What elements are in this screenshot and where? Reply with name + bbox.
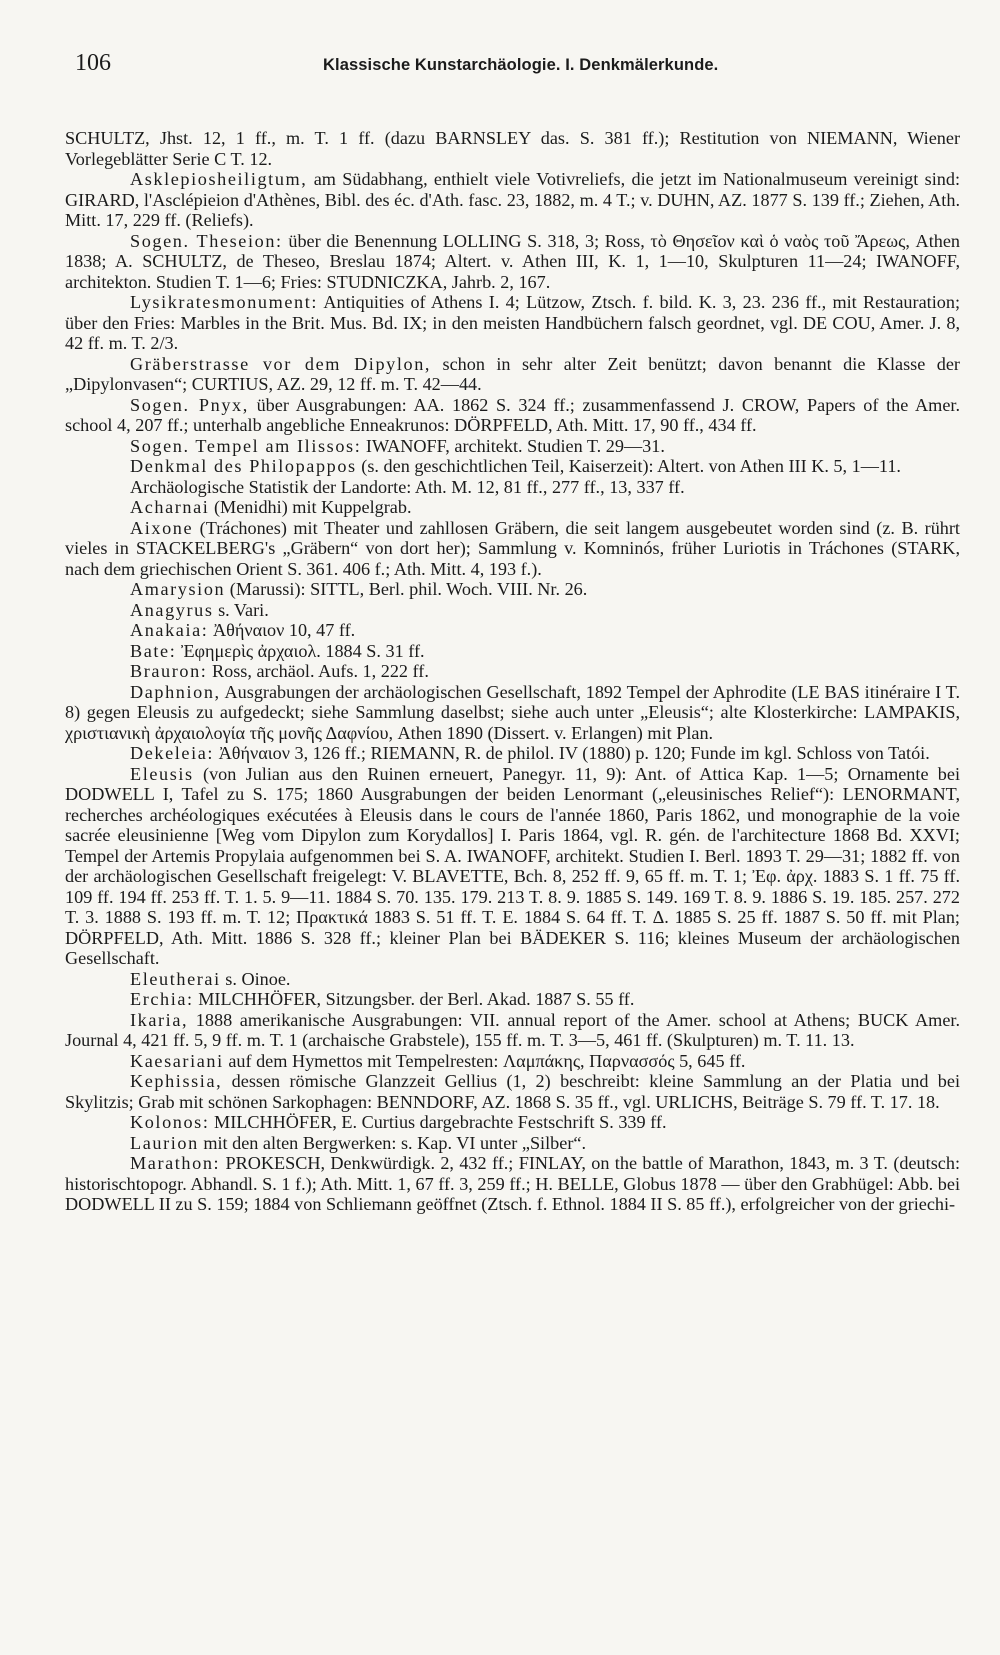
- paragraph-text: über Ausgrabungen: AA. 1862 S. 324 ff.; zusammenfassend J. CROW, Papers of the Amer. school 4, 207 ff.; unterhalb angebliche Enneakrunos: DÖRPFELD, Ath. Mitt. 17, 90 ff., 434 ff.: [65, 394, 960, 435]
- paragraph: [65, 169, 960, 231]
- paragraph: [65, 969, 960, 990]
- paragraph-text: schon in sehr alter Zeit benützt; davon benannt die Klasse der „Dipylonvasen“; CURTIUS, AZ. 29, 12 ff. m. T. 42—44.: [65, 353, 960, 394]
- paragraph: [65, 620, 960, 641]
- paragraph-lead: Anakaia:: [130, 620, 209, 640]
- paragraph-lead: Eleusis: [130, 763, 194, 784]
- paragraph-text: s. Vari.: [213, 599, 269, 620]
- paragraph-lead: Eleutherai: [130, 968, 221, 989]
- paragraph-text: 1888 amerikanische Ausgrabungen: VII. annual report of the Amer. school at Athens; BUCK Amer. Journal 4, 421 ff. 5, 9 ff. m. T. 1 (archaische Grabstele), 155 ff. m. T. 3—5, 461 ff. (Skulpturen) m. T. 11. 13.: [65, 1009, 960, 1050]
- paragraph: [65, 292, 960, 354]
- paragraph: [65, 436, 960, 457]
- paragraph-text: Ἀθήναιον 3, 126 ff.; RIEMANN, R. de philol. IV (1880) p. 120; Funde im kgl. Schloss von Tatói.: [214, 743, 930, 763]
- paragraph-lead: Amarysion: [130, 579, 226, 599]
- paragraph-lead: Sogen. Theseion:: [130, 230, 283, 251]
- paragraph-text: mit den alten Bergwerken: s. Kap. VI unter „Silber“.: [198, 1132, 587, 1153]
- paragraph-lead: Daphnion,: [130, 681, 221, 702]
- paragraph-lead: Marathon:: [130, 1153, 221, 1173]
- paragraph-text: Ἀθήναιον 10, 47 ff.: [208, 620, 356, 640]
- paragraph-lead: Denkmal des Philopappos: [130, 456, 357, 476]
- paragraph-text: (Tráchones) mit Theater und zahllosen Gräbern, die seit langem ausgebeutet worden sind (z. B. rührt vieles in STACKELBERG's „Gräbern“ von dort her); Sammlung v. Komninós, früher Luriotis in Tráchones (STARK, nach dem griechischen Orient S. 361. 406 f.; Ath. Mitt. 4, 193 f.).: [65, 517, 960, 579]
- paragraph: [65, 128, 960, 169]
- page-body: [65, 128, 960, 1215]
- paragraph: [65, 989, 960, 1010]
- paragraph-lead: Sogen. Pnyx,: [130, 394, 249, 415]
- paragraph-lead: Erchia:: [130, 989, 194, 1009]
- paragraph-lead: Bate:: [130, 640, 177, 661]
- paragraph-text: SCHULTZ, Jhst. 12, 1 ff., m. T. 1 ff. (dazu BARNSLEY das. S. 381 ff.); Restitution von NIEMANN, Wiener Vorlegeblätter Serie C T. 12.: [65, 128, 960, 169]
- paragraph-text: am Südabhang, enthielt viele Votivreliefs, die jetzt im Nationalmuseum vereinigt sind: GIRARD, l'Asclépieion d'Athènes, Bibl. des éc. d'Ath. fasc. 23, 1882, m. 4 T.; v. DUHN, AZ. 1877 S. 139 ff.; Ziehen, Ath. Mitt. 17, 229 ff. (Reliefs).: [65, 169, 960, 230]
- paragraph-text: dessen römische Glanzzeit Gellius (1, 2) beschreibt: kleine Sammlung an der Platia und bei Skylitzis; Grab mit schönen Sarkophagen: BENNDORF, AZ. 1868 S. 35 ff., vgl. URLICHS, Beiträge S. 79 ff. T. 17. 18.: [65, 1071, 960, 1112]
- paragraph: [65, 477, 960, 498]
- paragraph: [65, 354, 960, 395]
- paragraph: [65, 579, 960, 600]
- paragraph-lead: Asklepiosheiligtum,: [130, 169, 308, 189]
- paragraph-lead: Brauron:: [130, 661, 208, 681]
- paragraph: [65, 764, 960, 969]
- paragraph: [65, 395, 960, 436]
- paragraph-lead: Aixone: [130, 517, 194, 538]
- page-number: 106: [75, 50, 111, 76]
- running-head: Klassische Kunstarchäologie. I. Denkmälerkunde.: [323, 56, 719, 74]
- paragraph-lead: Kaesariani: [130, 1050, 224, 1071]
- paragraph-lead: Dekeleia:: [130, 743, 215, 763]
- paragraph: [65, 682, 960, 744]
- paragraph-text: (Marussi): SITTL, Berl. phil. Woch. VIII. Nr. 26.: [225, 579, 588, 599]
- paragraph: [65, 456, 960, 477]
- paragraph-text: (Menidhi) mit Kuppelgrab.: [209, 497, 412, 517]
- paragraph: [65, 497, 960, 518]
- paragraph: [65, 743, 960, 764]
- paragraph-text: Antiquities of Athens I. 4; Lützow, Ztsch. f. bild. K. 3, 23. 236 ff., mit Restauration; über den Fries: Marbles in the Brit. Mus. Bd. IX; in den meisten Handbüchern falsch geordnet, vgl. DE COU, Amer. J. 8, 42 ff. m. T. 2/3.: [65, 292, 960, 353]
- paragraph: [65, 1133, 960, 1154]
- paragraph: [65, 661, 960, 682]
- paragraph: [65, 231, 960, 293]
- paragraph-text: auf dem Hymettos mit Tempelresten: Λαμπάκης, Παρνασσός 5, 645 ff.: [223, 1050, 746, 1071]
- paragraph-lead: Kolonos:: [130, 1112, 210, 1132]
- paragraph: [65, 518, 960, 580]
- paragraph: [65, 600, 960, 621]
- page-header: [65, 50, 960, 90]
- paragraph-text: Ausgrabungen der archäologischen Gesellschaft, 1892 Tempel der Aphrodite (LE BAS itinéraire I T. 8) gegen Eleusis zu aufgedeckt; siehe Sammlung daselbst; siehe auch unter „Eleusis“; alte Klosterkirche: LAMPAKIS, χριστιανικὴ ἀρχαιολογία τῆς μονῆς Δαφνίου, Athen 1890 (Dissert. v. Erlangen) mit Plan.: [65, 681, 960, 743]
- paragraph-text: Ἐφημερὶς ἀρχαιολ. 1884 S. 31 ff.: [176, 640, 425, 661]
- paragraph: [65, 1153, 960, 1215]
- paragraph: [65, 1112, 960, 1133]
- paragraph-text: Archäologische Statistik der Landorte: Ath. M. 12, 81 ff., 277 ff., 13, 337 ff.: [130, 476, 685, 497]
- paragraph-lead: Ikaria,: [130, 1009, 189, 1030]
- paragraph-lead: Kephissia,: [130, 1071, 223, 1091]
- paragraph: [65, 1010, 960, 1051]
- paragraph-text: über die Benennung LOLLING S. 318, 3; Ross, τὸ Θησεῖον καὶ ὁ ναὸς τοῦ Ἄρεως, Athen 1838; A. SCHULTZ, de Theseo, Breslau 1874; Altert. v. Athen III, K. 1, 1—10, Skulpturen 11—24; IWANOFF, architekton. Studien T. 1—6; Fries: STUDNICZKA, Jahrb. 2, 167.: [65, 230, 961, 292]
- paragraph: [65, 1071, 960, 1112]
- paragraph-lead: Gräberstrasse vor dem Dipylon,: [130, 353, 432, 374]
- paragraph-lead: Sogen. Tempel am Ilissos:: [130, 435, 362, 456]
- paragraph-text: MILCHHÖFER, E. Curtius dargebrachte Festschrift S. 339 ff.: [209, 1112, 667, 1132]
- paragraph-lead: Anagyrus: [130, 599, 214, 620]
- paragraph-text: (von Julian aus den Ruinen erneuert, Panegyr. 11, 9): Ant. of Attica Kap. 1—5; Ornamente bei DODWELL I, Tafel zu S. 175; 1860 Ausgrabungen der beiden Lenormant („eleusinisches Relief“): LENORMANT, recherches archéologiques exécutées à Eleusis dans le cours de l'année 1860, Paris 1862, und monographie de la voie sacrée eleusinienne [Weg vom Dipylon zum Korydallos] I. Paris 1864, vgl. R. gén. de l'architecture 1868 Bd. XXVI; Tempel der Artemis Propylaia aufgenommen bei S. A. IWANOFF, architekt. Studien I. Berl. 1893 T. 29—31; 1882 ff. von der archäologischen Gesellschaft freigelegt: V. BLAVETTE, Bch. 8, 252 ff. 9, 65 ff. m. T. 1; Ἐφ. ἀρχ. 1883 S. 1 ff. 75 ff. 109 ff. 194 ff. 253 ff. T. 1. 5. 9—11. 1884 S. 70. 135. 179. 213 T. 8. 9. 1885 S. 149. 169 T. 8. 9. 1886 S. 19. 185. 257. 272 T. 3. 1888 S. 193 ff. m. T. 12; Πρακτικά 1883 S. 51 ff. T. E. 1884 S. 64 ff. T. Δ. 1885 S. 25 ff. 1887 S. 50 ff. mit Plan; DÖRPFELD, Ath. Mitt. 1886 S. 328 ff.; kleiner Plan bei BÄDEKER S. 116; kleines Museum der archäologischen Gesellschaft.: [65, 763, 960, 968]
- paragraph: [65, 641, 960, 662]
- paragraph-text: IWANOFF, architekt. Studien T. 29—31.: [361, 435, 665, 456]
- paragraph-lead: Lysikratesmonument:: [130, 292, 319, 312]
- paragraph-text: s. Oinoe.: [220, 968, 291, 989]
- paragraph-text: MILCHHÖFER, Sitzungsber. der Berl. Akad. 1887 S. 55 ff.: [193, 989, 635, 1009]
- paragraph: [65, 1051, 960, 1072]
- paragraph-text: Ross, archäol. Aufs. 1, 222 ff.: [207, 661, 429, 681]
- paragraph-lead: Acharnai: [130, 497, 210, 517]
- paragraph-lead: Laurion: [130, 1132, 199, 1153]
- paragraph-text: PROKESCH, Denkwürdigk. 2, 432 ff.; FINLAY, on the battle of Marathon, 1843, m. 3 T. (deutsch: historischtopogr. Abhandl. S. 1 f.); Ath. Mitt. 1, 67 ff. 3, 259 ff.; H. BELLE, Globus 1878 — über den Grabhügel: Abb. bei DODWELL II zu S. 159; 1884 von Schliemann geöffnet (Ztsch. f. Ethnol. 1884 II S. 85 ff.), erfolgreicher von der griechi-: [65, 1153, 960, 1214]
- paragraph-text: (s. den geschichtlichen Teil, Kaiserzeit): Altert. von Athen III K. 5, 1—11.: [356, 456, 901, 476]
